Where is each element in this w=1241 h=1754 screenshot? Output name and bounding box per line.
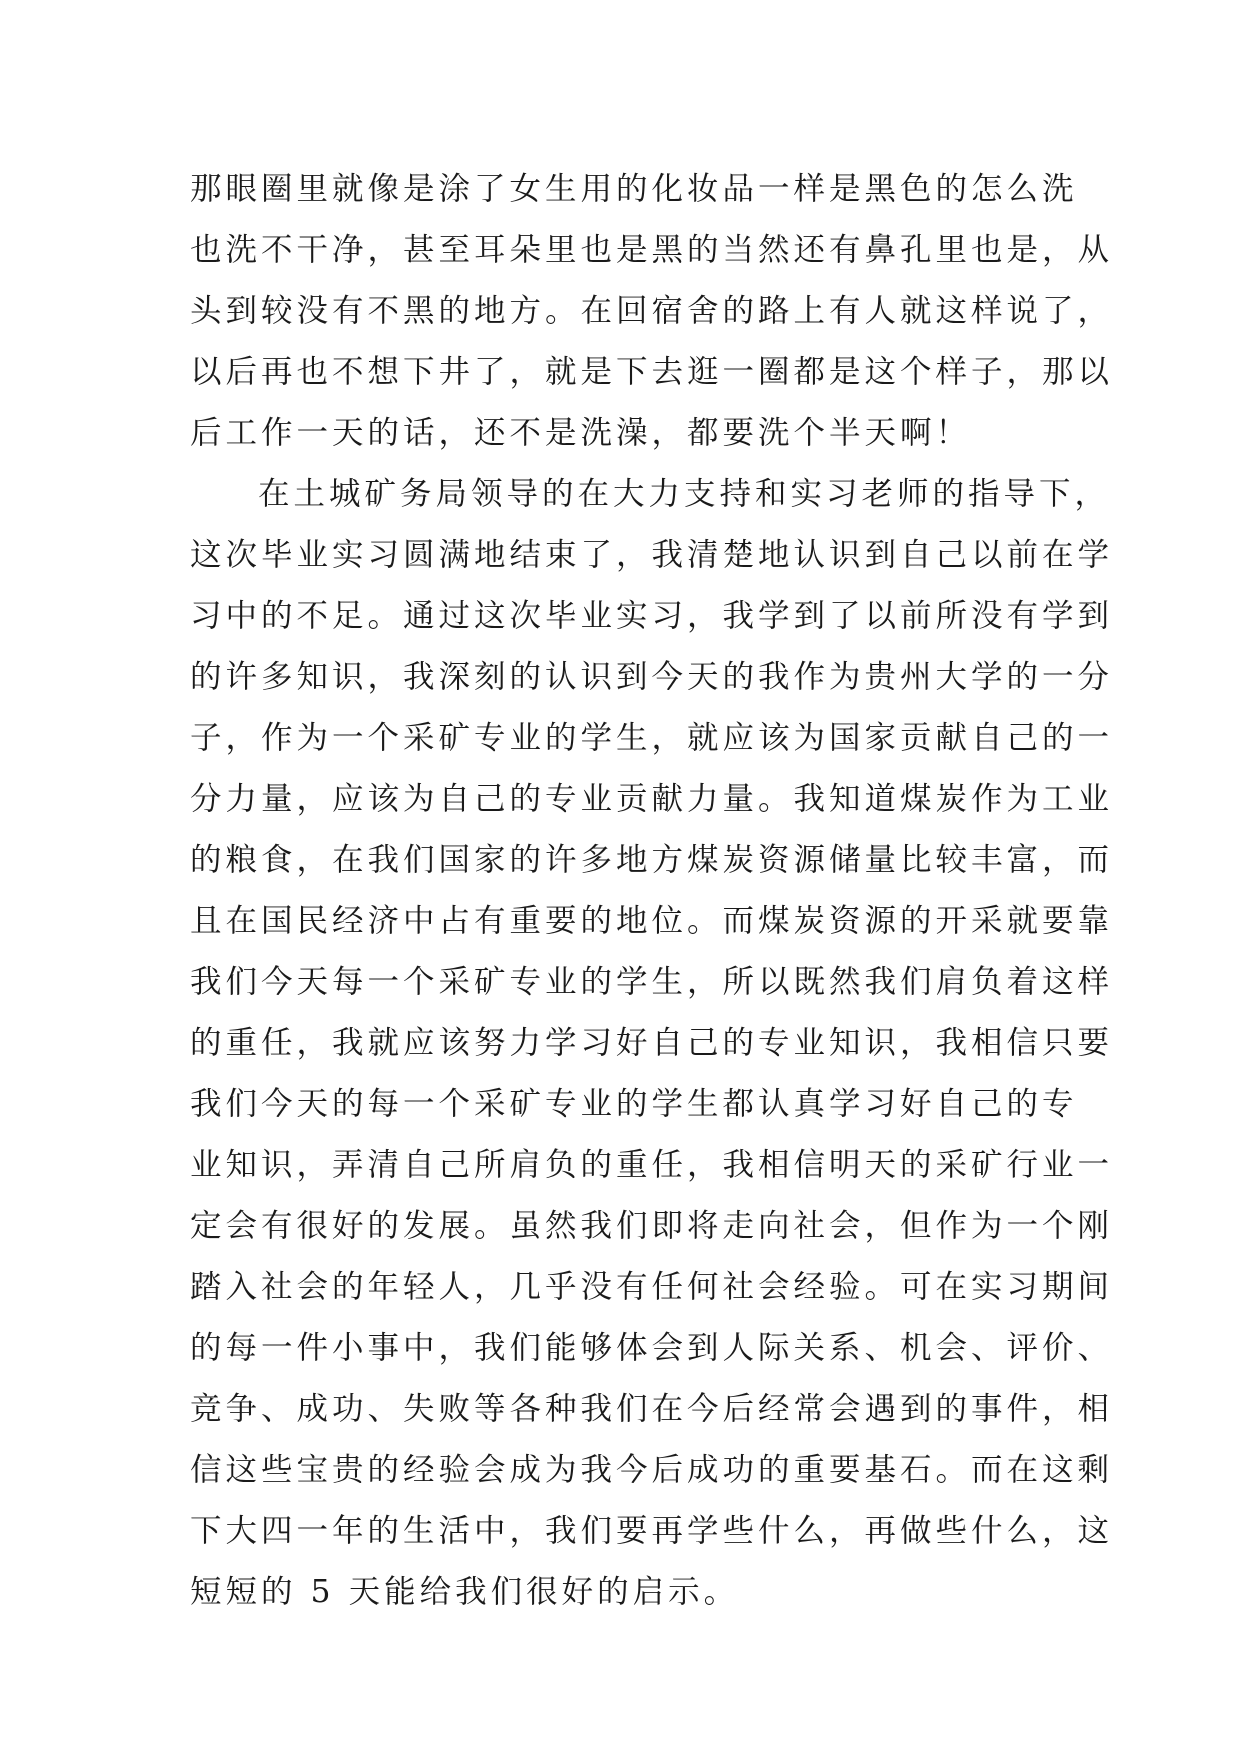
text-line: 那眼圈里就像是涂了女生用的化妆品一样是黑色的怎么洗 (190, 171, 1078, 207)
text-line: 踏入社会的年轻人，几乎没有任何社会经验。可在实习期间 (190, 1269, 1114, 1305)
paragraph-2 (190, 464, 1114, 1623)
text-line: 我们今天的每一个采矿专业的学生都认真学习好自己的专 (190, 1086, 1078, 1122)
text-line: 以后再也不想下井了，就是下去逛一圈都是这个样子，那以 (190, 354, 1114, 390)
text-line: 的许多知识，我深刻的认识到今天的我作为贵州大学的一分 (190, 659, 1114, 695)
text-line: 子，作为一个采矿专业的学生，就应该为国家贡献自己的一 (190, 720, 1114, 756)
text-line: 头到较没有不黑的地方。在回宿舍的路上有人就这样说了， (190, 293, 1114, 329)
text-line: 在土城矿务局领导的在大力支持和实习老师的指导下， (258, 476, 1111, 512)
text-line: 的重任，我就应该努力学习好自己的专业知识，我相信只要 (190, 1025, 1114, 1061)
text-line: 的每一件小事中，我们能够体会到人际关系、机会、评价、 (190, 1330, 1114, 1366)
document-body (190, 159, 1114, 1623)
text-line: 习中的不足。通过这次毕业实习，我学到了以前所没有学到 (190, 598, 1114, 634)
text-line: 这次毕业实习圆满地结束了，我清楚地认识到自己以前在学 (190, 537, 1114, 573)
text-line: 定会有很好的发展。虽然我们即将走向社会，但作为一个刚 (190, 1208, 1114, 1244)
paragraph-1 (190, 159, 1114, 464)
text-line: 信这些宝贵的经验会成为我今后成功的重要基石。而在这剩 (190, 1452, 1114, 1488)
text-line: 分力量，应该为自己的专业贡献力量。我知道煤炭作为工业 (190, 781, 1114, 817)
text-line: 短短的 5 天能给我们很好的启示。 (190, 1574, 740, 1610)
text-line: 也洗不干净，甚至耳朵里也是黑的当然还有鼻孔里也是，从 (190, 232, 1114, 268)
text-line: 下大四一年的生活中，我们要再学些什么，再做些什么，这 (190, 1513, 1114, 1549)
text-line: 我们今天每一个采矿专业的学生，所以既然我们肩负着这样 (190, 964, 1114, 1000)
text-line: 的粮食，在我们国家的许多地方煤炭资源储量比较丰富，而 (190, 842, 1114, 878)
text-line: 竞争、成功、失败等各种我们在今后经常会遇到的事件，相 (190, 1391, 1114, 1427)
text-line: 业知识，弄清自己所肩负的重任，我相信明天的采矿行业一 (190, 1147, 1114, 1183)
text-line: 后工作一天的话，还不是洗澡，都要洗个半天啊！ (190, 415, 972, 451)
text-line: 且在国民经济中占有重要的地位。而煤炭资源的开采就要靠 (190, 903, 1114, 939)
